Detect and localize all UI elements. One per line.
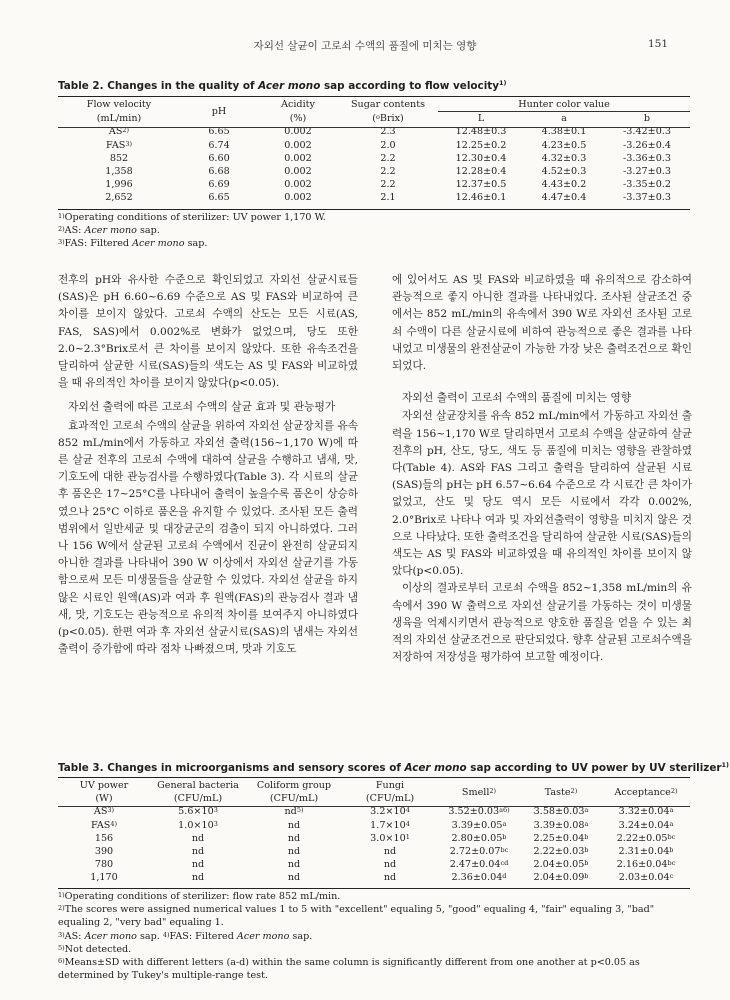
t2-cell-ph: 6.68 [208,166,230,178]
t3-cell-fungi: nd [383,859,397,871]
left-column [58,272,358,658]
t3-cell-smell: 2.80±0.05$^b$ [451,832,507,844]
t2-cell-acidity: 0.002 [284,139,312,151]
t3-cell-uv: 156 [94,832,114,844]
t3-h-fungi-unit: (CFU/mL) [365,793,415,805]
t2-h-sugar-unit: ($^o$Brix) [372,112,404,124]
t3-cell-taste: 2.04±0.09$^b$ [533,872,589,884]
t3-footnote-3: $^{3)}$AS: Acer mono sap. $^{4)}$FAS: Filtered Acer mono sap. [58,930,313,942]
left-section-heading: 자외선 출력에 따른 고로쇠 수액의 살균 효과 및 관능평가 [68,400,336,414]
running-title: 자외선 살균이 고로쇠 수액의 품질에 미치는 영향 [253,40,477,52]
table-row [58,165,690,178]
t2-cell-b: -3.27±0.3 [623,166,671,178]
right-paragraph-1: 에 있어서도 AS 및 FAS와 비교하였을 때 유의적으로 감소하여 관능적으로 좋지 아니한 결과를 나타내었다. 조사된 살균조건 중에서는 852 mL/min의 유속에서 390 W로 자외선 조사된 고로쇠 수액이 다른 살균시료에 비하여 관능적으로 좋은 결과를 나타내었고 미생물의 완전살균이 가능한 가장 낮은 출력조건으로 확인되었다. [392,274,692,373]
right-paragraph-3: 이상의 결과로부터 고로쇠 수액을 852~1,358 mL/min의 유속에서 390 W 출력으로 자외선 살균기를 가동하는 것이 미생물 생육을 억제시키면서 관능적으로 양호한 품질을 얻을 수 있는 최적의 자외선 살균조건으로 판단되었다. 향후 살균된 고로쇠수액을 저장하여 저장성을 평가하여 보고할 예정이다. [392,582,692,664]
table2-header-rule [58,127,690,128]
t2-cell-L: 12.37±0.5 [455,179,507,191]
t2-cell-b: -3.36±0.3 [623,152,671,164]
table2-footnotes [58,211,698,251]
t3-cell-smell: 2.47±0.04$^{cd}$ [449,859,509,871]
table2-top-rule [58,96,690,97]
t2-cell-b: -3.37±0.3 [623,192,671,204]
t3-cell-taste: 2.22±0.03$^b$ [533,846,589,858]
t2-cell-ph: 6.65 [208,192,230,204]
t2-cell-ph: 6.60 [208,152,230,164]
t3-cell-smell: 2.36±0.04$^d$ [451,872,507,884]
table3-bottom-rule [58,888,690,889]
t2-cell-flow: 852 [109,152,129,164]
t2-cell-acidity: 0.002 [284,166,312,178]
t3-cell-bacteria: nd [191,859,205,871]
left-paragraph-2: 효과적인 고로쇠 수액의 살균을 위하여 자외선 살균장치를 유속 852 mL/min에서 가동하고 자외선 출력(156~1,170 W)에 따른 살균 전후의 고로쇠 수액에 대하여 살균을 수행하고 냄새, 맛, 기호도에 대한 관능검사를 수행하였다(Table 3). 각 시료의 살균 후 품온은 17~25°C를 나타내어 출력이 높을수록 품온이 상승하였으나 25°C 이하로 품온을 유지할 수 있었다. 조사된 모든 출력범위에서 일반세균 및 대장균군의 검출이 되지 아니하였다. 그러나 156 W에서 살균된 고로쇠 수액에서 진균이 완전히 살균되지 아니한 결과를 나타내어 390 W 이상에서 자외선 살균기를 가동함으로써 모든 미생물들을 살균할 수 있었다. 자외선 살균을 하지 않은 시료인 원액(AS)과 여과 후 원액(FAS)의 관능검사 결과 냄새, 맛, 기호도는 관능적으로 유의적 차이를 보여주지 아니하였다(p<0.05). 한편 여과 후 자외선 살균시료(SAS)의 냄새는 자외선 출력이 증가함에 따라 점차 나빠졌으며, 맛과 기호도 [58,419,358,656]
t2-h-sugar: Sugar contents [350,99,426,111]
table3-header-rule [58,806,690,807]
t3-h-bacteria-unit: (CFU/mL) [173,793,223,805]
t2-h-L: L [438,112,524,126]
t2-h-ph: pH [211,106,227,118]
t2-cell-a: 4.47±0.4 [541,192,587,204]
t3-cell-bacteria: $1.0\times 10^3$ [178,819,218,831]
t2-cell-sugar: 2.2 [380,166,396,178]
table-row [58,152,690,165]
t2-cell-L: 12.46±0.1 [455,192,507,204]
t2-cell-acidity: 0.002 [284,152,312,164]
t3-cell-coliform: nd [287,832,301,844]
t2-cell-sugar: 2.2 [380,179,396,191]
t3-cell-taste: 2.04±0.05$^b$ [533,859,589,871]
t2-cell-sugar: 2.1 [380,192,396,204]
t3-footnote-1: $^{1)}$Operating conditions of sterilizer: flow rate 852 mL/min. [58,891,341,902]
t3-cell-uv: AS$^{3)}$ [93,806,115,818]
t3-cell-smell: 3.39±0.05$^a$ [451,819,507,831]
t2-footnote-1: $^{1)}$Operating conditions of sterilizer: UV power 1,170 W. [58,212,326,223]
table-row [58,819,690,832]
t3-footnote-6: $^{6)}$Means±SD with different letters (a-d) within the same column is significantly different from one another at p<0.05 as determined by Tukey's multiple-range test. [58,957,640,982]
table-row [58,805,690,818]
t2-cell-acidity: 0.002 [284,192,312,204]
t2-cell-flow: 1,358 [105,166,133,178]
table-row [58,139,690,152]
t3-h-coliform-unit: (CFU/mL) [269,793,319,805]
t3-cell-uv: 1,170 [90,872,118,884]
table-row [58,832,690,845]
table3 [58,779,690,885]
right-column [392,272,692,666]
t3-cell-acceptance: 3.32±0.04$^a$ [618,806,674,818]
t3-cell-acceptance: 3.24±0.04$^a$ [618,819,674,831]
table-row [58,178,690,191]
t3-h-smell: Smell$^{2)}$ [461,786,497,798]
t2-cell-flow: 1,996 [105,179,133,191]
t3-cell-uv: FAS$^{4)}$ [91,819,117,831]
table3-footnotes [58,890,698,982]
t2-cell-b: -3.42±0.3 [623,126,671,138]
t3-cell-bacteria: $5.6\times 10^3$ [178,806,218,818]
t3-cell-uv: 390 [94,846,114,858]
t3-cell-acceptance: 2.31±0.04$^b$ [618,846,674,858]
t3-cell-acceptance: 2.03±0.04$^c$ [618,872,674,884]
t3-h-uv: UV power [79,780,129,791]
t3-cell-smell: $3.52\pm 0.03^{a6)}$ [448,806,510,818]
running-head [0,38,730,54]
t2-h-acidity: Acidity [281,99,315,111]
t2-cell-ph: 6.74 [208,139,230,151]
left-paragraph-1: 전후의 pH와 유사한 수준으로 확인되었고 자외선 살균시료들(SAS)은 pH 6.60~6.69 수준으로 AS 및 FAS와 비교하여 큰 차이를 보이지 않았다. 고로쇠 수액의 산도는 모든 시료(AS, FAS, SAS)에서 0.002%로 변화가 없었으며, 당도 또한 2.0~2.3°Brix로서 큰 차이를 보이지 않았다. 또한 유속조건을 달리하여 살균한 시료(SAS)들의 색도는 AS 및 FAS와 비교하였을 때 유의적인 차이를 보이지 않았다(p<0.05). [58,274,358,390]
t3-cell-bacteria: nd [191,846,205,858]
t3-cell-fungi: nd [383,872,397,884]
t3-footnote-2: $^{2)}$The scores were assigned numerical values 1 to 5 with "excellent" equaling 5, "good" equaling 4, "fair" equaling 3, "bad" equaling 2, "very bad" equaling 1. [58,904,655,929]
t2-footnote-3: $^{3)}$FAS: Filtered Acer mono sap. [58,238,208,250]
t2-cell-L: 12.48±0.3 [455,126,507,138]
t2-cell-a: 4.43±0.2 [541,179,587,191]
t3-cell-fungi: nd [383,846,397,858]
table2 [58,98,690,205]
right-paragraph-2: 자외선 살균장치를 유속 852 mL/min에서 가동하고 자외선 출력을 156~1,170 W로 달리하면서 고로쇠 수액을 살균하여 살균 전후의 pH, 산도, 당도, 색도 등 품질에 미치는 영향을 관찰하였다(Table 4). AS와 FAS 그리고 출력을 달리하여 살균된 시료(SAS)들의 pH는 pH 6.57~6.64 수준으로 각 시료간 큰 차이가 없었고, 산도 및 당도 역시 모든 시료에서 각각 0.002%, 2.0°Brix로 나타나 여과 및 자외선출력이 영향을 미치지 않은 것으로 나타났다. 또한 출력조건을 달리하여 살균한 시료(SAS)들의 색도는 AS 및 FAS와 비교하였을 때 유의적인 차이를 보이지 않았다(p<0.05). [392,410,692,578]
table2-caption: Table 2. Changes in the quality of Acer mono sap according to flow velocity$^{1)}$ [58,79,507,92]
t3-cell-taste: 3.39±0.08$^a$ [533,819,589,831]
t3-cell-acceptance: 2.22±0.05$^{bc}$ [616,832,676,844]
t2-cell-flow: 2,652 [105,192,133,204]
t3-cell-taste: 2.25±0.04$^b$ [533,832,589,844]
t2-cell-L: 12.28±0.4 [455,166,507,178]
t2-cell-b: -3.35±0.2 [623,179,671,191]
t2-cell-flow: AS$^{2)}$ [108,126,130,138]
t2-cell-ph: 6.65 [208,126,230,138]
t2-cell-a: 4.32±0.3 [541,152,587,164]
t2-cell-sugar: 2.3 [380,126,396,138]
t2-cell-b: -3.26±0.4 [623,139,671,151]
t3-footnote-5: $^{5)}$Not detected. [58,943,132,955]
t2-cell-ph: 6.69 [208,179,230,191]
t2-cell-L: 12.25±0.2 [455,139,507,151]
t3-cell-fungi: $3.0\times 10^1$ [370,832,410,844]
t2-h-b: b [604,112,690,126]
t2-h-flow-unit: (mL/min) [96,112,142,124]
t3-h-uv-unit: (W) [95,793,113,805]
table-row [58,845,690,858]
t3-h-taste: Taste$^{2)}$ [544,786,578,798]
t3-cell-coliform: nd [287,846,301,858]
table2-bottom-rule [58,209,690,210]
t2-cell-a: 4.38±0.1 [541,126,587,138]
table-row [58,871,690,884]
t3-cell-bacteria: nd [191,872,205,884]
table-row [58,191,690,204]
t2-cell-acidity: 0.002 [284,126,312,138]
t3-cell-coliform: $nd^{5)}$ [284,806,304,818]
table3-top-rule [58,777,690,778]
t3-cell-fungi: $3.2\times 10^4$ [370,806,410,818]
right-section-heading: 자외선 출력이 고로쇠 수액의 품질에 미치는 영향 [402,391,632,405]
t3-h-fungi: Fungi [375,780,405,791]
t2-h-acidity-unit: (%) [289,112,307,124]
table-row [58,858,690,871]
t2-h-flow: Flow velocity [86,99,152,111]
t3-h-bacteria: General bacteria [157,780,239,791]
t2-footnote-2: $^{2)}$AS: Acer mono sap. [58,225,160,237]
t3-cell-smell: 2.72±0.07$^{bc}$ [449,846,509,858]
t2-cell-flow: FAS$^{3)}$ [106,139,132,151]
t2-cell-a: 4.23±0.5 [541,139,587,151]
t3-cell-fungi: $1.7\times 10^4$ [370,819,410,831]
t3-cell-coliform: nd [287,819,301,831]
t3-cell-coliform: nd [287,859,301,871]
t2-cell-L: 12.30±0.4 [455,152,507,164]
t3-h-coliform: Coliform group [256,780,332,791]
table3-caption: Table 3. Changes in microorganisms and sensory scores of Acer mono sap according to UV power by UV sterilizer$^{1)}$ [58,761,730,774]
t2-cell-sugar: 2.2 [380,152,396,164]
t2-h-hunter: Hunter color value [518,99,610,110]
t2-h-a: a [524,112,604,126]
t2-cell-acidity: 0.002 [284,179,312,191]
t2-cell-sugar: 2.0 [380,139,396,151]
t3-cell-uv: 780 [94,859,114,871]
t2-cell-a: 4.52±0.3 [541,166,587,178]
t3-h-acceptance: Acceptance$^{2)}$ [614,786,678,798]
t3-cell-bacteria: nd [191,832,205,844]
page-number: 151 [647,38,668,50]
t3-cell-acceptance: 2.16±0.04$^{bc}$ [616,859,676,871]
t3-cell-coliform: nd [287,872,301,884]
t3-cell-taste: 3.58±0.03$^a$ [533,806,589,818]
